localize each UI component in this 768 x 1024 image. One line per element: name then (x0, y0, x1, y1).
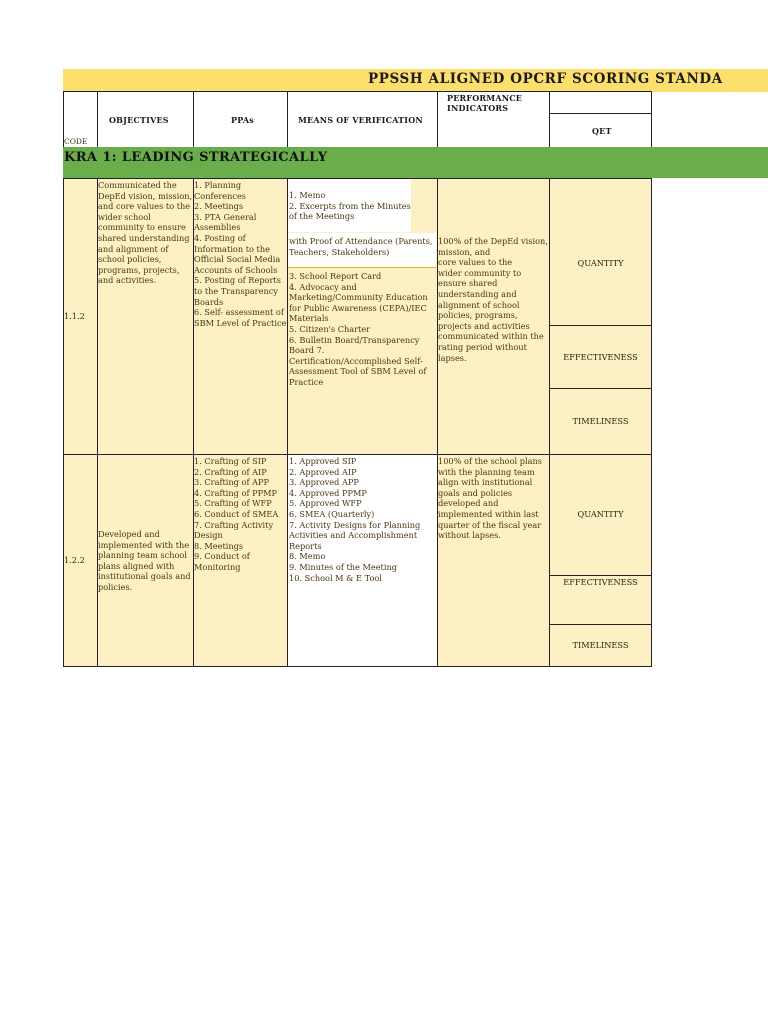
list-item: 5. Crafting of WFP (194, 498, 272, 509)
list-item: 6. Self- assessment of SBM Level of Practice (194, 307, 287, 328)
list-item: 2. Meetings (194, 201, 244, 212)
indicator-line: 100% of the DepEd vision, mission, and (438, 236, 548, 257)
list-item: 8. Memo (289, 551, 326, 562)
header-ppas: PPAs (231, 115, 254, 125)
row1-mov-b: with Proof of Attendance (Parents, Teachers, Stakeholders) (289, 236, 433, 257)
row2-ppas-list (194, 456, 284, 573)
row2-mov-list (289, 456, 435, 583)
header-code: CODE (64, 137, 88, 146)
list-item: 5. Citizen's Charter (289, 323, 371, 334)
list-item: 4. Posting of Information to the Official Social Media Accounts of Schools (194, 232, 281, 275)
list-item: 9. Conduct of Monitoring (194, 551, 250, 572)
row1-mov-a (289, 190, 411, 222)
list-item: 7. Crafting Activity Design (194, 519, 274, 541)
list-item: 1. Memo (289, 190, 326, 200)
row1-qet-quantity-cell (549, 178, 652, 326)
list-item: 3. Crafting of APP (194, 477, 270, 488)
row1-qet-quantity: QUANTITY (577, 258, 624, 268)
row2-indicator: 100% of the school plans with the planning team align with institutional goals and policies developed and implemented within last quarter of the fiscal year without lapses. (438, 456, 542, 541)
list-item: 4. Advocacy and Marketing/Community Education for Public Awareness (CEPA)/IEC Materials (289, 281, 428, 324)
row1-code: 1.1.2 (64, 311, 85, 321)
row2-qet-effectiveness: EFFECTIVENESS (563, 577, 638, 587)
row1-indicator (438, 236, 548, 363)
list-item: 3. Approved APP (289, 477, 359, 488)
header-qet-top (549, 91, 652, 114)
list-item: 1. Planning Conferences (194, 180, 247, 201)
header-mov: MEANS OF VERIFICATION (298, 115, 423, 125)
page-title: PPSSH ALIGNED OPCRF SCORING STANDA (368, 71, 723, 87)
list-item: 8. Meetings (194, 540, 244, 551)
list-item: 7. Activity Designs for Planning Activities and Accomplishment Reports (289, 519, 421, 551)
list-item: 9. Minutes of the Meeting (289, 561, 397, 572)
row1-mov-c (289, 271, 435, 388)
list-item: 5. Posting of Reports to the Transparency Boards (194, 275, 281, 307)
row1-qet-effectiveness: EFFECTIVENESS (563, 352, 638, 362)
list-item: 6. Bulletin Board/Transparency Board 7. Certification/Accomplished Self-Assessment Tool of SBM Level of Practice (289, 334, 427, 387)
list-item: 6. Conduct of SMEA (194, 508, 279, 519)
row2-qet-timeliness: TIMELINESS (572, 640, 629, 650)
list-item: 3. School Report Card (289, 271, 382, 281)
list-item: 10. School M & E Tool (289, 572, 382, 583)
header-objectives: OBJECTIVES (109, 115, 169, 125)
list-item: 3. PTA General Assemblies (194, 211, 257, 233)
list-item: 2. Excerpts from the Minutes of the Meetings (289, 200, 411, 222)
row1-ppas-list (194, 180, 287, 328)
indicator-line: wider community to ensure shared understanding and alignment of school policies, programs, projects and activities communicated within the rating period without lapses. (438, 267, 544, 363)
row2-objective: Developed and implemented with the planning team school plans aligned with institutional goals and policies. (98, 529, 191, 592)
header-performance-indicators: PERFORMANCE INDICATORS (447, 93, 523, 113)
indicator-line: core values to the (438, 257, 513, 268)
list-item: 4. Approved PPMP (289, 487, 367, 498)
list-item: 1. Crafting of SIP (194, 456, 267, 466)
list-item: 5. Approved WFP (289, 498, 362, 509)
list-item: 1. Approved SIP (289, 456, 357, 466)
row1-objective: Communicated the DepEd vision, mission, and core values to the wider school community to ensure shared understanding and alignment of school policies, programs, projects, and activities. (98, 180, 193, 286)
row2-qet-quantity: QUANTITY (577, 509, 624, 519)
kra-title: KRA 1: LEADING STRATEGICALLY (64, 150, 328, 165)
row1-qet-timeliness: TIMELINESS (572, 416, 629, 426)
list-item: 6. SMEA (Quarterly) (289, 508, 375, 519)
header-qet: QET (592, 126, 612, 136)
list-item: 2. Approved AIP (289, 466, 357, 477)
row2-code: 1.2.2 (64, 555, 85, 565)
list-item: 4. Crafting of PPMP (194, 487, 278, 498)
list-item: 2. Crafting of AIP (194, 466, 267, 477)
